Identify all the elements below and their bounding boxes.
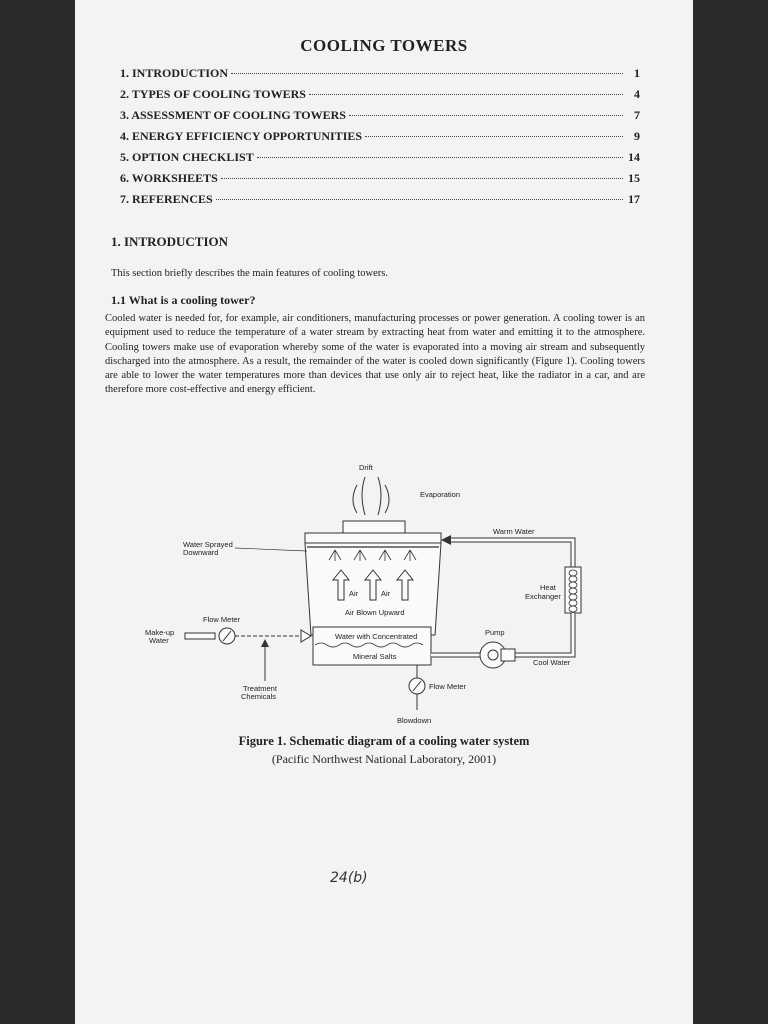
evaporation-plume-inner-left: [362, 477, 365, 515]
makeup-water-label-2: Water: [149, 636, 169, 645]
tower-deck: [305, 533, 441, 543]
warm-water-arrow: [441, 535, 451, 545]
tower-body: [305, 543, 441, 635]
air-label-2: Air: [381, 589, 391, 598]
toc-page: 4: [634, 87, 640, 101]
toc-leader: [349, 115, 623, 116]
toc-leader: [221, 178, 623, 179]
toc-label: 4. ENERGY EFFICIENCY OPPORTUNITIES: [120, 129, 363, 143]
heat-exchanger-label: Heat: [540, 583, 556, 592]
evaporation-plume-inner-right: [378, 477, 381, 515]
water-sprayed-label: Water Sprayed: [183, 540, 233, 549]
makeup-arrow: [301, 630, 311, 642]
cool-water-pipe: [515, 613, 573, 655]
evaporation-label: Evaporation: [420, 490, 461, 499]
evaporation-plume-right: [385, 485, 389, 513]
toc-page: 14: [628, 150, 640, 164]
tower-fan-stack: [343, 521, 405, 533]
section-heading: 1. INTRODUCTION: [111, 234, 229, 249]
basin-label: Water with Concentrated: [335, 632, 418, 641]
page-title: COOLING TOWERS: [300, 36, 468, 55]
heat-exchanger-label-2: Exchanger: [525, 592, 561, 601]
cooling-system-diagram: [135, 455, 605, 730]
table-of-contents: [120, 66, 640, 213]
blowdown-label: Blowdown: [397, 716, 432, 725]
warm-water-label: Warm Water: [493, 527, 535, 536]
pump-label: Pump: [485, 628, 505, 637]
subsection-heading: 1.1 What is a cooling tower?: [111, 293, 256, 307]
toc-page: 9: [634, 129, 640, 143]
toc-label: 7. REFERENCES: [120, 192, 213, 206]
toc-item: [120, 129, 640, 150]
toc-page: 1: [634, 66, 640, 80]
pump-outlet: [501, 649, 515, 661]
toc-leader: [257, 157, 623, 158]
flow-meter-label: Flow Meter: [203, 615, 241, 624]
warm-water-pipe-inner: [447, 540, 573, 567]
evaporation-plume-left: [353, 485, 357, 513]
section-intro: This section briefly describes the main features of cooling towers.: [111, 268, 388, 279]
toc-item: [120, 150, 640, 171]
treatment-label: Treatment: [243, 684, 277, 693]
toc-leader: [309, 94, 623, 95]
makeup-pipe-start: [185, 633, 215, 639]
page-number: 24(b): [330, 870, 368, 886]
toc-page: 7: [634, 108, 640, 122]
figure-source: (Pacific Northwest National Laboratory, 2001): [271, 752, 497, 766]
toc-page: 15: [628, 171, 640, 185]
leader-line: [235, 548, 307, 551]
toc-leader: [216, 199, 623, 200]
toc-leader: [231, 73, 623, 74]
flow-meter-2-label: Flow Meter: [429, 682, 467, 691]
toc-label: 3. ASSESSMENT OF COOLING TOWERS: [120, 108, 346, 122]
toc-item: [120, 66, 640, 87]
treatment-label-2: Chemicals: [241, 692, 277, 701]
toc-page: 17: [628, 192, 640, 206]
cool-water-label: Cool Water: [533, 658, 571, 667]
air-label: Air: [349, 589, 359, 598]
figure-caption: Figure 1. Schematic diagram of a cooling water system: [238, 734, 530, 748]
air-blown-label: Air Blown Upward: [345, 608, 405, 617]
document-page: [75, 0, 693, 1024]
toc-label: 2. TYPES OF COOLING TOWERS: [120, 87, 306, 101]
toc-item: [120, 171, 640, 192]
makeup-water-label: Make-up: [145, 628, 175, 637]
treatment-arrow: [261, 639, 269, 647]
toc-item: [120, 108, 640, 129]
body-paragraph: Cooled water is needed for, for example, air conditioners, manufacturing processes or power generation. A cooling tower is an equipment used to reduce the temperature of a water stream by extracting heat from water and emitting it to the atmosphere. Cooling towers make use of evaporation whereby some of the water is evaporated into a moving air stream and subsequently discharged into the atmosphere. As a result, the remainder of the water is cooled down significantly (Figure 1). Cooling towers are able to lower the water temperatures more than devices that use only air to reject heat, like the radiator in a car, and are therefore more cost-effective and energy efficient.: [105, 313, 645, 396]
toc-label: 5. OPTION CHECKLIST: [120, 150, 254, 164]
toc-item: [120, 192, 640, 213]
cool-water-pipe-inner: [515, 613, 573, 655]
basin-label-2: Mineral Salts: [353, 652, 397, 661]
toc-leader: [365, 136, 623, 137]
toc-item: [120, 87, 640, 108]
toc-label: 1. INTRODUCTION: [120, 66, 229, 80]
toc-label: 6. WORKSHEETS: [120, 171, 218, 185]
water-sprayed-label-2: Downward: [183, 548, 219, 557]
drift-label: Drift: [359, 463, 373, 472]
warm-water-pipe: [447, 540, 573, 567]
